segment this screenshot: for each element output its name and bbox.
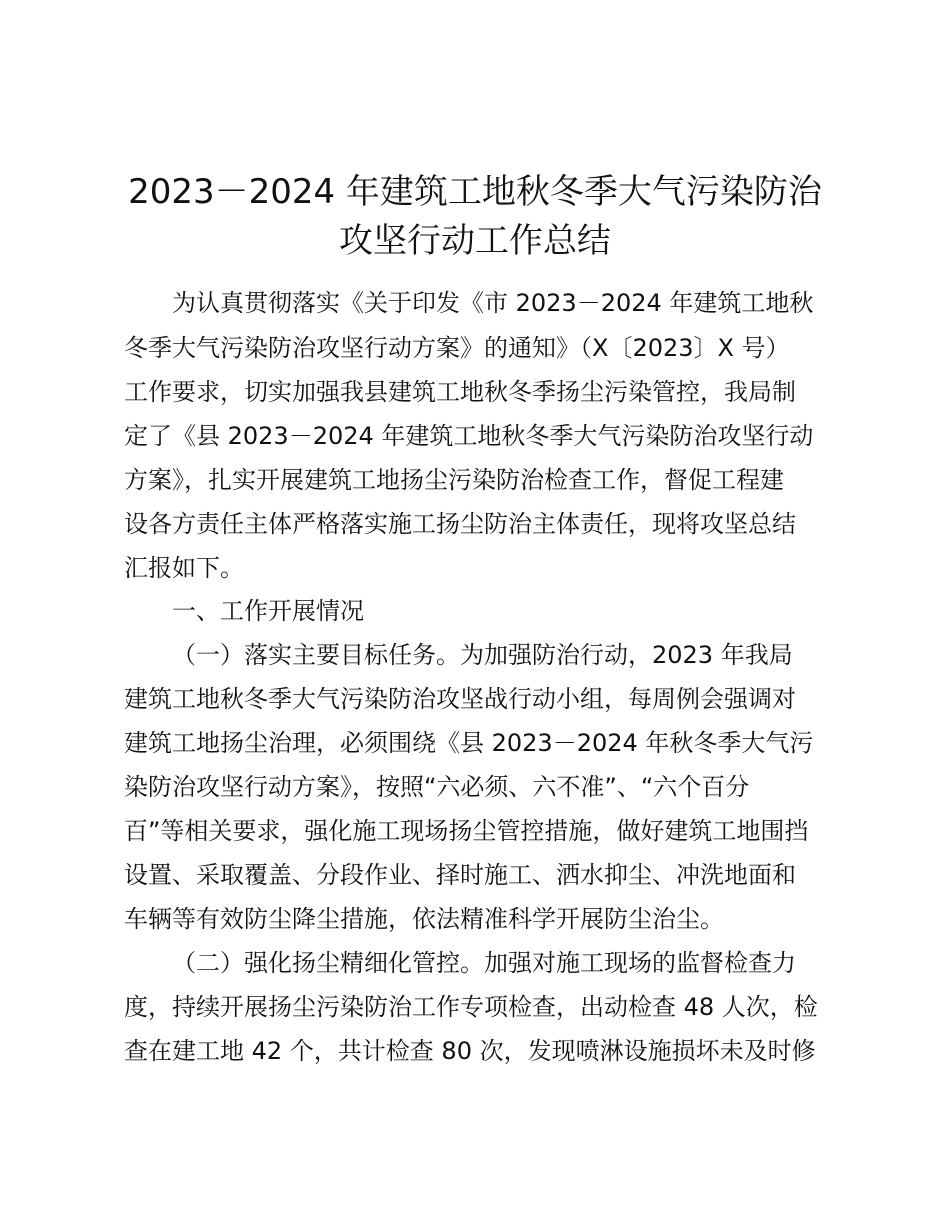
paragraph-line: 车辆等有效防尘降尘措施，依法精准科学开展防尘治尘。: [124, 905, 724, 933]
paragraph-line: 定了《县 2023－2024 年建筑工地秋冬季大气污染防治攻坚行动: [124, 422, 814, 450]
paragraph-line: 染防治攻坚行动方案》，按照“六必须、六不准”、“六个百分: [124, 773, 750, 801]
document-title-line-1: 2023－2024 年建筑工地秋冬季大气污染防治: [128, 172, 822, 212]
paragraph-line: 度，持续开展扬尘污染防治工作专项检查，出动检查 48 人次，检: [124, 993, 818, 1021]
paragraph-line: 汇报如下。: [124, 554, 244, 582]
paragraph-line: 建筑工地秋冬季大气污染防治攻坚战行动小组，每周例会强调对: [124, 685, 796, 713]
paragraph-line: 查在建工地 42 个，共计检查 80 次，发现喷淋设施损坏未及时修: [124, 1037, 816, 1065]
paragraph-line: （二）强化扬尘精细化管控。加强对施工现场的监督检查力: [172, 949, 796, 977]
paragraph-line: 百”等相关要求，强化施工现场扬尘管控措施，做好建筑工地围挡: [124, 817, 809, 845]
paragraph-line: 工作要求，切实加强我县建筑工地秋冬季扬尘污染管控，我局制: [124, 378, 796, 406]
section-heading: 一、工作开展情况: [172, 597, 364, 625]
document-title-line-2: 攻坚行动工作总结: [339, 221, 611, 261]
paragraph-line: （一）落实主要目标任务。为加强防治行动，2023 年我局: [172, 641, 793, 669]
paragraph-line: 设各方责任主体严格落实施工扬尘防治主体责任，现将攻坚总结: [124, 510, 796, 538]
paragraph-line: 冬季大气污染防治攻坚行动方案》的通知》（X〔2023〕X 号）: [124, 334, 790, 362]
paragraph-line: 设置、采取覆盖、分段作业、择时施工、洒水抑尘、冲洗地面和: [124, 861, 796, 889]
paragraph-line: 为认真贯彻落实《关于印发《市 2023－2024 年建筑工地秋: [172, 289, 814, 317]
paragraph-line: 方案》，扎实开展建筑工地扬尘污染防治检查工作，督促工程建: [124, 466, 784, 494]
paragraph-line: 建筑工地扬尘治理，必须围绕《县 2023－2024 年秋冬季大气污: [124, 729, 814, 757]
